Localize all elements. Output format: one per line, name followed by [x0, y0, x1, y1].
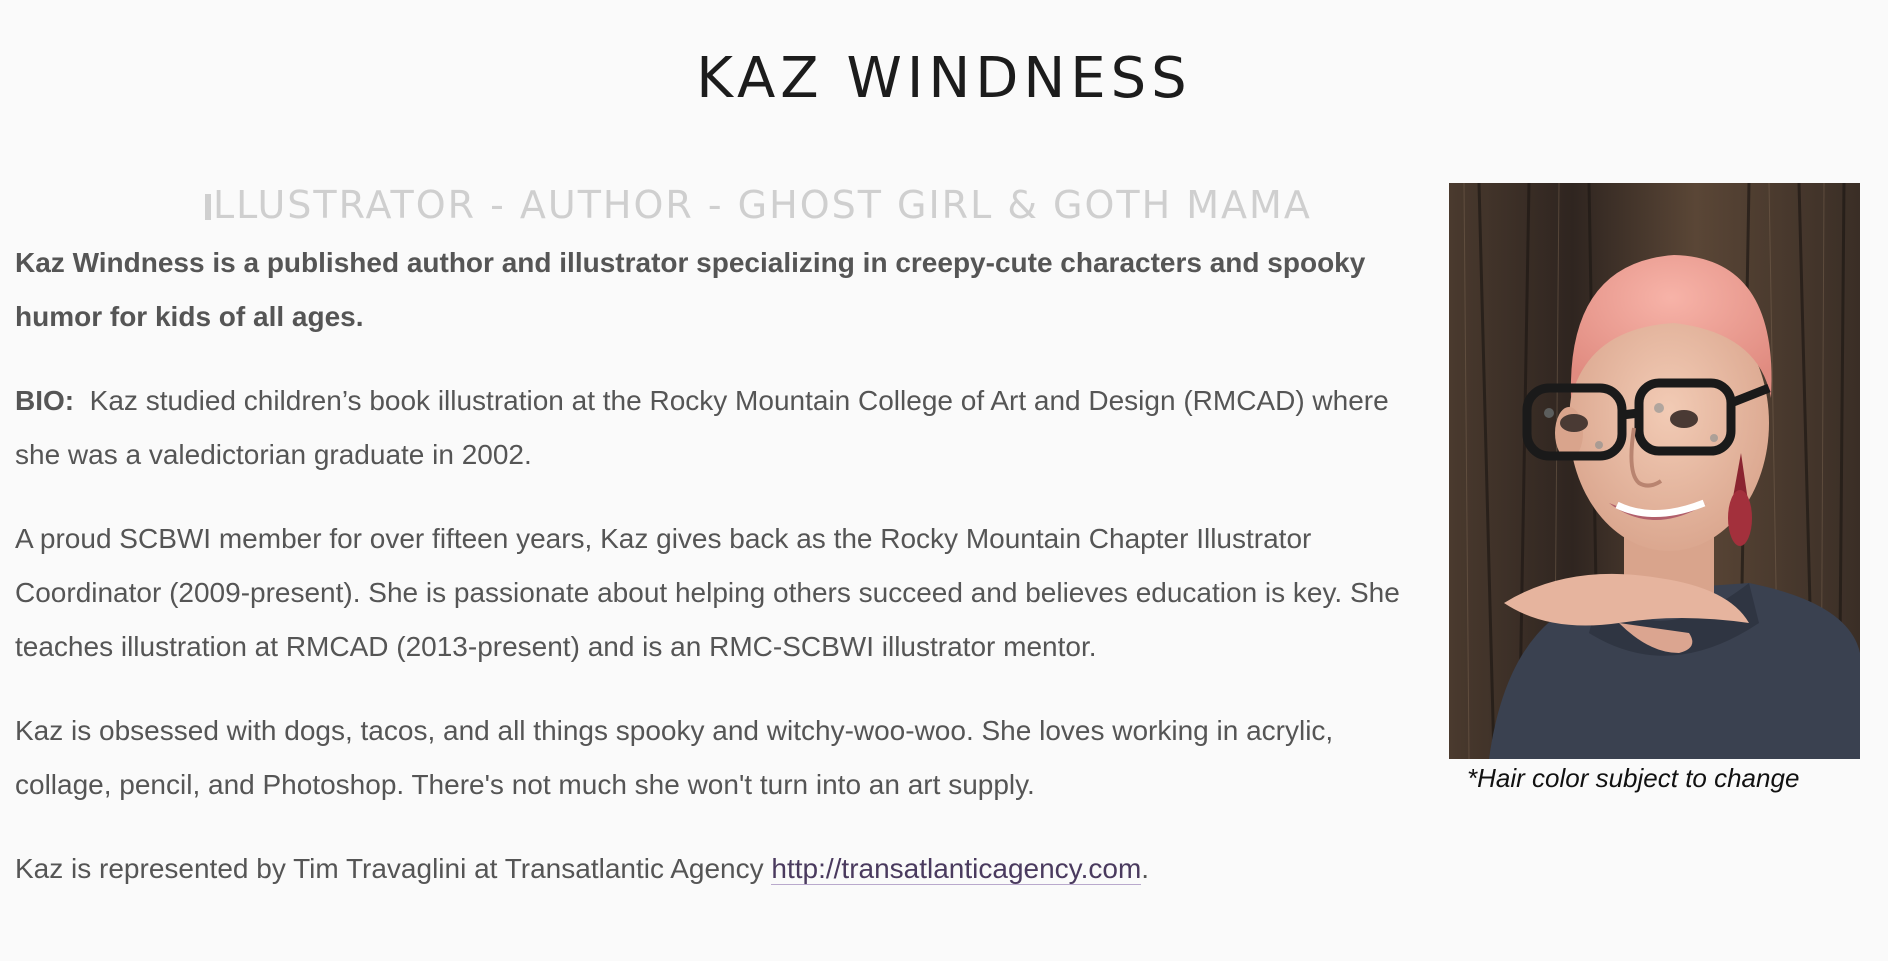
- bio-label: BIO:: [15, 385, 75, 416]
- tagline-text: LLUSTRATOR - AUTHOR - GHOST GIRL & GOTH MAMA: [213, 183, 1312, 227]
- representation-paragraph: [15, 842, 1400, 896]
- author-photo: [1449, 183, 1860, 759]
- text-cursor: [205, 194, 211, 220]
- tagline-heading: [205, 180, 1400, 230]
- representation-end: .: [1141, 853, 1150, 884]
- scbwi-paragraph: A proud SCBWI member for over fifteen years, Kaz gives back as the Rocky Mountain Chapter Illustrator Coordinator (2009-present). She is passionate about helping others succeed and believes education is key. She teaches illustration at RMCAD (2013-present) and is an RMC-SCBWI illustrator mentor.: [15, 523, 1400, 662]
- representation-text: Kaz is represented by Tim Travaglini at Transatlantic Agency: [15, 853, 772, 884]
- bio-text: Kaz studied children’s book illustration at the Rocky Mountain College of Art and Design (RMCAD) where she was a valedictorian graduate in 2002.: [15, 385, 1389, 470]
- intro-paragraph: Kaz Windness is a published author and illustrator specializing in creepy-cute characters and spooky humor for kids of all ages.: [15, 247, 1366, 332]
- photo-column: [1449, 183, 1860, 794]
- agency-link[interactable]: http://transatlanticagency.com: [771, 853, 1142, 884]
- site-title[interactable]: KAZ WINDNESS: [696, 46, 1192, 111]
- interests-paragraph: Kaz is obsessed with dogs, tacos, and all things spooky and witchy-woo-woo. She loves working in acrylic, collage, pencil, and Photoshop. There's not much she won't turn into an art supply.: [15, 715, 1334, 800]
- main-content: [15, 180, 1400, 896]
- bio-paragraph: [15, 374, 1400, 482]
- photo-caption: *Hair color subject to change: [1467, 763, 1800, 793]
